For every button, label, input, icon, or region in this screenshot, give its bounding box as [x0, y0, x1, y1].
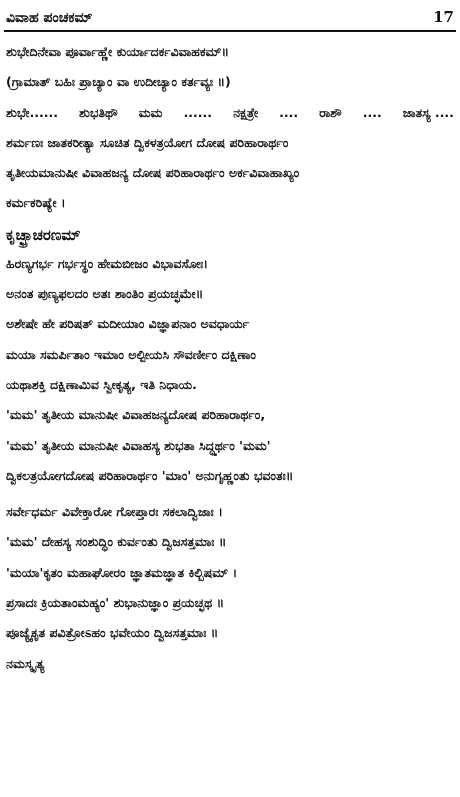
text-line: ಶರ್ಮಣಃ ಜಾತಕರೀತ್ಯಾ ಸೂಚಿತ ದ್ವಿಕಳತ್ರಯೋಗ ದೋಷ ಪರಿಹಾರಾರ್ಥಂ: [6, 134, 289, 150]
text-line: ದ್ವಿಕಲತ್ರಯೋಗದೋಷ ಪರಿಹಾರಾರ್ಥಂ 'ಮಾಂ' ಅನುಗೃಹ್ಣಂತು ಭವಂತಃ॥: [6, 467, 294, 483]
line-segment: ರಾಶೌ: [319, 104, 342, 120]
verse-line: ನಮಸ್ಕೃತ್ಯ: [6, 655, 45, 671]
text-line-shubhe: [6, 103, 454, 123]
page-body: [6, 42, 454, 684]
verse-line: 'ಮಮ' ದೇಹಸ್ಯ ಸಂಶುದ್ಧಿಂ ಕುರ್ವಂತು ದ್ವಿಜಸತ್ತಮಾಃ ॥: [6, 534, 227, 550]
verse-line: 'ಮಯಾ'ಕೃತಂ ಮಹಾಘೋರಂ ಜ್ಞಾತಮಜ್ಞಾತ ಕಿಲ್ಬಿಷಮ್ ।: [6, 564, 238, 580]
line-segment: ಮಮ: [138, 104, 163, 120]
verse-line: ಪೂಜ್ಯೈಕೃತ ಪವಿತ್ರೋಽಹಂ ಭವೇಯಂ ದ್ವಿಜಸತ್ತಮಾಃ ॥: [6, 625, 219, 641]
line-segment: ಜಾತಸ್ಯ ....: [402, 104, 454, 120]
text-line: ತೃತೀಯಮಾನುಷೀ ವಿವಾಹಜನ್ಯ ದೋಷ ಪರಿಹಾರಾರ್ಥಂ ಅರ್ಕವಿವಾಹಾಖ್ಯಂ: [6, 165, 300, 181]
section-heading: ಕೃಚ್ಛ್ರಾಚರಣಮ್: [6, 225, 81, 244]
verse-line: ಪ್ರಸಾದಃ ಕ್ರಿಯತಾಂಮಹ್ಯಂ' ಶುಭಾನುಜ್ಞಾಂ ಪ್ರಯಚ್ಛಥ ॥: [6, 595, 225, 611]
text-line: 'ಮಮ' ತೃತೀಯ ಮಾನುಷೀ ವಿವಾಹಜನ್ಯದೋಷ ಪರಿಹಾರಾರ್ಥಂ,: [6, 407, 266, 423]
line-segment: ......: [183, 104, 213, 120]
page-header: [6, 4, 454, 26]
verse-line: ಸರ್ವೇಧರ್ಮ ವಿವೇಕ್ತಾರೋ ಗೋಪ್ತಾರಃ ಸಕಲಾದ್ವಿಜಾಃ ।: [6, 504, 223, 520]
line-segment: ನಕ್ಷತ್ರೇ: [233, 104, 259, 120]
header-divider: [4, 30, 456, 32]
line-segment: ಶುಭತಿಥೌ: [79, 104, 118, 120]
text-line: 'ಮಮ' ತೃತೀಯ ಮಾನುಷೀ ವಿವಾಹಸ್ಯ ಶುಭತಾ ಸಿದ್ಧ್ಯರ್ಥಂ 'ಮಮ': [6, 437, 271, 453]
text-line: (ಗ್ರಾಮಾತ್ ಬಹಿಃ ಪ್ರಾಚ್ಯಾಂ ವಾ ಉದೀಚ್ಯಾಂ ಕರ್ತವ್ಯಃ ॥): [6, 74, 231, 90]
text-line: ಮಯಾ ಸಮರ್ಪಿತಾಂ ಇಮಾಂ ಅಲ್ಪೀಯಸಿ ಸೌವರ್ಣೀಂ ದಕ್ಷಿಣಾಂ: [6, 346, 256, 362]
text-line: ಅಶೇಷೇ ಹೇ ಪರಿಷತ್ ಮದೀಯಾಂ ವಿಜ್ಞಾಪನಾಂ ಅವಧಾರ್ಯ: [6, 316, 250, 332]
line-segment: ಶುಭೇ......: [6, 104, 58, 120]
text-line: ಯಥಾಶಕ್ತಿ ದಕ್ಷಿಣಾಮಿವ ಸ್ವೀಕೃತ್ಯ, ಇತಿ ನಿಧಾಯ.: [6, 376, 197, 392]
text-line: ಕರ್ಮಕರಿಷ್ಯೇ ।: [6, 195, 66, 211]
text-line: ಅನಂತ ಪುಣ್ಯಫಲದಂ ಅತಃ ಶಾಂತಿಂ ಪ್ರಯಚ್ಛಮೇ॥: [6, 286, 204, 302]
running-title: ವಿವಾಹ ಪಂಚಕಮ್: [6, 10, 93, 26]
page-number: 17: [433, 8, 454, 26]
text-line: ಶುಭೇದಿನೇವಾ ಪೂರ್ವಾಹ್ಣೇ ಕುರ್ಯಾದರ್ಕವಿವಾಹಕಮ್॥: [6, 44, 230, 59]
line-segment: ....: [279, 104, 299, 120]
line-segment: ....: [362, 104, 382, 120]
text-line: ಹಿರಣ್ಯಗರ್ಭ ಗರ್ಭಸ್ಥಂ ಹೇಮಬೀಜಂ ವಿಭಾವಸೋಃ।: [6, 255, 209, 271]
